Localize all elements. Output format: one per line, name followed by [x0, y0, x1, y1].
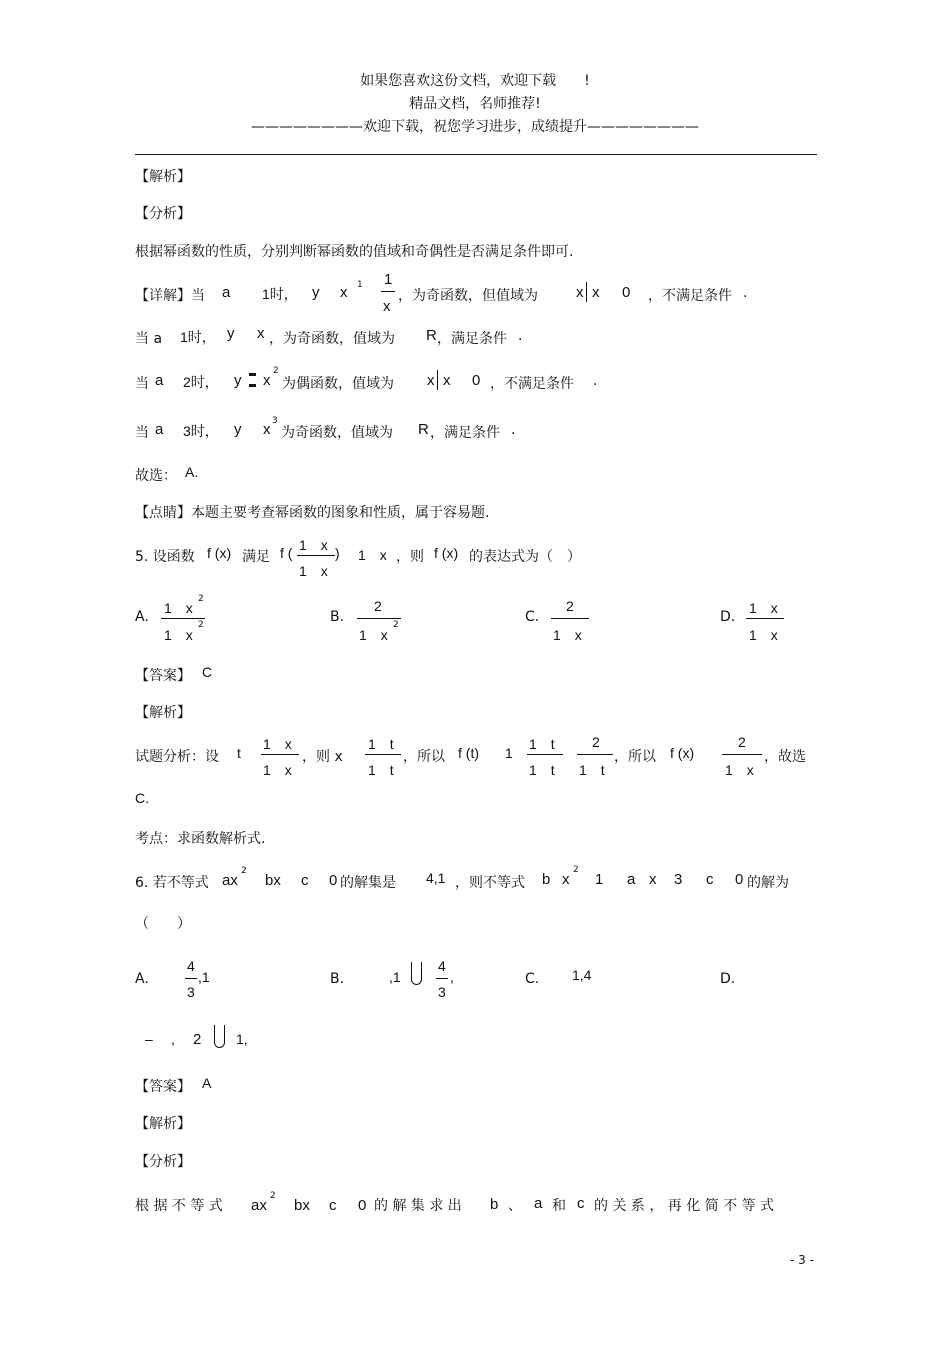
text: 当 a	[135, 331, 163, 347]
math: a	[627, 871, 636, 888]
frac-num: 2	[566, 598, 574, 614]
frac-num: 4	[187, 958, 195, 974]
math: c	[329, 1197, 337, 1214]
frac-den: 3	[438, 984, 446, 1000]
var-x: x	[340, 284, 348, 301]
section-jiexi: 【解析】	[135, 169, 191, 185]
set-R: R	[418, 421, 429, 438]
math: 1,4	[572, 967, 592, 983]
option-label: A.	[135, 609, 149, 625]
frac-num: 1 t	[529, 736, 555, 752]
header-line-3: ————————欢迎下载，祝您学习进步，成绩提升————————	[251, 119, 699, 135]
text: 5. 设函数	[135, 549, 195, 565]
text: 的 解 集 求 出	[374, 1198, 462, 1214]
frac-den: 1 x	[299, 563, 328, 579]
option-label: D.	[720, 971, 736, 987]
text: ，不满足条件	[648, 288, 732, 304]
set-var-2: x	[592, 284, 600, 301]
option-label: C.	[525, 971, 540, 987]
text: ，则 x	[302, 749, 343, 765]
text: 的表达式为（ ）	[469, 549, 581, 565]
math: C.	[135, 790, 149, 806]
math: ,1	[198, 969, 210, 985]
text: 满足	[242, 549, 270, 565]
exponent: 2	[198, 594, 204, 604]
math: f (	[280, 545, 293, 561]
header-divider	[135, 154, 817, 155]
equals-mark-top	[249, 373, 256, 376]
math: c	[577, 1195, 585, 1212]
text: 的解集是	[340, 875, 396, 891]
period: .	[593, 373, 598, 389]
frac-den: 1 t	[368, 762, 394, 778]
frac-bar	[722, 754, 762, 755]
text: 6. 若不等式	[135, 875, 209, 891]
text: 当	[135, 376, 149, 392]
math: )	[335, 545, 340, 561]
math: a	[534, 1195, 543, 1212]
text: ，所以	[403, 749, 445, 765]
section-jiexi: 【解析】	[135, 1116, 191, 1132]
frac-num: 2	[738, 734, 746, 750]
frac-bar	[436, 978, 448, 979]
math: x	[562, 871, 570, 888]
period: .	[743, 285, 748, 301]
union-symbol	[214, 1025, 225, 1048]
frac-bar	[381, 291, 395, 292]
header-line-1: 如果您喜欢这份文档，欢迎下载 !	[360, 73, 590, 89]
frac-num: 4	[438, 958, 446, 974]
frac-bar	[551, 618, 589, 619]
math: f (x)	[207, 545, 232, 561]
math: 0	[358, 1197, 367, 1214]
option-label: C.	[525, 609, 540, 625]
math: 4,1	[426, 870, 446, 886]
value-text: 1时，	[180, 329, 216, 345]
math: 0	[329, 872, 338, 889]
math: c	[706, 871, 714, 888]
math: x	[649, 871, 657, 888]
set-divider	[586, 282, 587, 302]
frac-bar	[357, 618, 401, 619]
set-divider	[437, 370, 438, 390]
math: 1,	[236, 1031, 248, 1047]
frac-bar	[527, 754, 563, 755]
period: .	[518, 328, 523, 344]
text: 为奇函数，值域为	[281, 425, 393, 441]
option-label: D.	[720, 609, 736, 625]
text: ，则不等式	[455, 875, 525, 891]
value-text: 2时，	[183, 374, 219, 390]
paren: （ ）	[135, 916, 191, 932]
frac-num: 2	[592, 734, 600, 750]
header-line-2: 精品文档，名师推荐!	[409, 96, 541, 112]
var-y: y	[227, 325, 235, 342]
zero: 0	[472, 372, 481, 389]
math: ,	[450, 969, 454, 985]
math: b	[490, 1196, 499, 1213]
math: 0	[735, 871, 744, 888]
math: b	[542, 871, 551, 888]
set-var-2: x	[443, 372, 451, 389]
math: f (x)	[670, 745, 695, 761]
text: ，故选	[764, 749, 806, 765]
text: 、	[508, 1198, 522, 1214]
frac-den: 1 x	[359, 627, 388, 643]
math: ax	[222, 872, 238, 889]
page-number: - 3 -	[790, 1253, 814, 1267]
exponent: 2	[573, 865, 579, 875]
text: 的解为	[747, 875, 789, 891]
exponent: 2	[393, 620, 399, 630]
var-y: y	[234, 372, 242, 389]
frac-den: 1 x	[553, 627, 582, 643]
equals-mark-bottom	[249, 384, 256, 387]
set-var: x	[576, 284, 584, 301]
choice-label: 故选：	[135, 468, 177, 484]
frac-num: 1 t	[368, 736, 394, 752]
text: ，所以	[614, 749, 656, 765]
math: ,1	[389, 969, 401, 985]
exponent: 2	[198, 620, 204, 630]
var-a: a	[222, 284, 231, 301]
math: ax	[251, 1197, 267, 1214]
var-y: y	[312, 284, 320, 301]
frac-den: 1 x	[725, 762, 754, 778]
frac-den: 1 x	[164, 627, 193, 643]
period: .	[511, 422, 516, 438]
text: ，满足条件	[437, 331, 507, 347]
frac-den: 1 t	[579, 762, 605, 778]
answer-label: 【答案】	[135, 1079, 191, 1095]
math: 3	[674, 871, 683, 888]
choice-answer: A.	[185, 464, 199, 480]
math: bx	[265, 872, 281, 889]
frac-den: 1 x	[749, 627, 778, 643]
text: ，则	[396, 549, 424, 565]
set-R: R	[426, 327, 437, 344]
var-x: x	[263, 372, 271, 389]
text: ，为奇函数，值域为	[269, 331, 395, 347]
math: 1	[505, 745, 513, 761]
text: 当	[135, 425, 149, 441]
exponent: 1	[357, 280, 363, 290]
math: 2	[193, 1031, 202, 1048]
text: ，不满足条件	[490, 376, 574, 392]
text: 根 据 不 等 式	[135, 1198, 223, 1214]
union-symbol	[411, 962, 422, 985]
math: f (t)	[458, 745, 479, 761]
exponent: 2	[270, 1191, 276, 1201]
math: c	[301, 872, 309, 889]
detail-label: 【详解】当	[135, 288, 205, 304]
frac-num: 1 x	[749, 600, 778, 616]
exponent: 3	[272, 416, 278, 426]
frac-den: 1 x	[263, 762, 292, 778]
math: bx	[294, 1197, 310, 1214]
frac-bar	[185, 978, 197, 979]
text: 为偶函数，值域为	[282, 376, 394, 392]
frac-bar	[261, 754, 299, 755]
frac-bar	[161, 618, 205, 619]
var-a: a	[155, 421, 164, 438]
frac-num: 2	[374, 598, 382, 614]
var-a: a	[155, 372, 164, 389]
math: 1 x	[358, 547, 387, 563]
frac-bar	[365, 754, 401, 755]
text: ，满足条件	[430, 425, 500, 441]
text: 的 关 系 ， 再 化 简 不 等 式	[594, 1198, 775, 1214]
frac-bar	[746, 618, 784, 619]
text: 和	[552, 1198, 566, 1214]
dianjing: 【点睛】本题主要考查幂函数的图象和性质，属于容易题.	[135, 505, 490, 521]
option-label: B.	[330, 971, 345, 987]
section-fenxi: 【分析】	[135, 206, 191, 222]
value-text: 3时，	[183, 423, 219, 439]
frac-den: x	[383, 298, 391, 315]
value-text: 1时，	[262, 286, 298, 302]
var-y: y	[234, 421, 242, 438]
option-label: A.	[135, 971, 149, 987]
frac-bar	[577, 754, 613, 755]
section-fenxi: 【分析】	[135, 1154, 191, 1170]
math: ,	[171, 1031, 175, 1047]
frac-den: 1 t	[529, 762, 555, 778]
var-x: x	[263, 421, 271, 438]
text: 试题分析：设	[135, 749, 219, 765]
option-label: B.	[330, 609, 345, 625]
zero: 0	[622, 284, 631, 301]
frac-bar	[297, 555, 335, 556]
frac-num: 1 x	[299, 537, 328, 553]
analysis-text: 根据幂函数的性质，分别判断幂函数的值域和奇偶性是否满足条件即可.	[135, 244, 574, 260]
math: f (x)	[434, 545, 459, 561]
var-t: t	[237, 745, 241, 761]
answer-value: A	[202, 1075, 212, 1091]
answer-value: C	[202, 664, 213, 680]
frac-den: 3	[187, 984, 195, 1000]
section-jiexi: 【解析】	[135, 705, 191, 721]
exponent: 2	[241, 866, 247, 876]
kaodian: 考点：求函数解析式.	[135, 831, 266, 847]
frac-num: 1	[384, 271, 393, 288]
frac-num: 1 x	[164, 600, 193, 616]
var-x: x	[257, 325, 265, 342]
math: 1	[595, 871, 604, 888]
frac-num: 1 x	[263, 736, 292, 752]
text: ，为奇函数，但值域为	[398, 288, 538, 304]
set-var: x	[427, 372, 435, 389]
exponent: 2	[273, 366, 279, 376]
answer-label: 【答案】	[135, 668, 191, 684]
math: –	[145, 1031, 153, 1047]
